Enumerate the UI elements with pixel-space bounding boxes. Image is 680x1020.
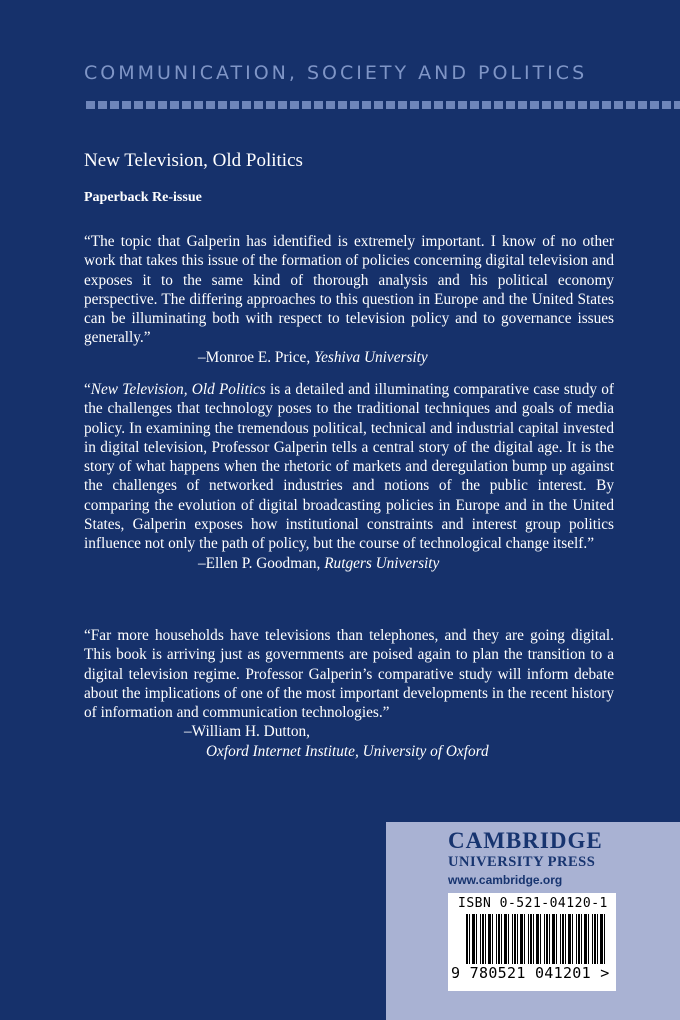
series-dotted-rule [86, 101, 680, 109]
series-title: COMMUNICATION, SOCIETY AND POLITICS [84, 62, 588, 84]
publisher-name: CAMBRIDGE [448, 828, 603, 853]
quote-1-author: –Monroe E. Price, [198, 348, 314, 366]
publisher-subname: UNIVERSITY PRESS [448, 854, 596, 870]
publisher-url: www.cambridge.org [448, 873, 563, 887]
quote-3-affiliation: Oxford Internet Institute, University of Oxford [206, 742, 489, 760]
isbn-label: ISBN 0-521-04120-1 [458, 896, 608, 911]
quote-2-text-wrapper [84, 380, 614, 554]
quote-1-affiliation: Yeshiva University [313, 348, 428, 366]
endorsement-quote-3 [84, 626, 614, 761]
quote-1-text: “The topic that Galperin has identified is extremely important. I know of no other work that takes this issue of the formation of policies concerning digital television and exposes it to the same kind of thorough analysis and his political economy perspective. The differing approaches to this question in Europe and the United States can be illuminating both with respect to television policy and to governance issues generally.” [84, 233, 614, 347]
quote-2-text: is a detailed and illuminating comparative case study of the challenges that technology poses to the traditional techniques and goals of media policy. In examining the tremendous political, technical and industrial capital invested in digital television, Professor Galperin tells a central story of the digital age. It is the story of what happens when the rhetoric of markets and deregulation bump up against the challenges of networked industries and notions of the public interest. By comparing the evolution of digital broadcasting policies in Europe and in the United States, Galperin exposes how institutional constraints and interest group politics influence not only the path of policy, but the course of technological change itself.” [84, 381, 614, 553]
quote-2-book-title: New Television, Old Politics [90, 381, 266, 398]
endorsement-quote-2 [84, 380, 614, 573]
quote-2-affiliation: Rutgers University [324, 554, 440, 572]
quote-2-open-quote: “ [84, 381, 91, 398]
quote-3-text: “Far more households have televisions than telephones, and they are going digital. This book is arriving just as governments are poised again to plan the transition to a digital television regime. Professor Galperin’s comparative study will inform debate about the implications of one of the most important developments in the recent history of information and communication technologies.” [84, 627, 614, 722]
book-title: New Television, Old Politics [84, 150, 303, 171]
barcode-bars [466, 914, 608, 968]
endorsement-quote-1 [84, 232, 614, 367]
quote-3-author: –William H. Dutton, [184, 723, 310, 741]
ean-number: 9 780521 041201 > [451, 964, 610, 982]
quote-1-attribution [84, 348, 614, 367]
quote-2-author: –Ellen P. Goodman, [198, 554, 325, 572]
edition-label: Paperback Re-issue [84, 190, 202, 205]
quote-2-attribution [84, 554, 614, 573]
